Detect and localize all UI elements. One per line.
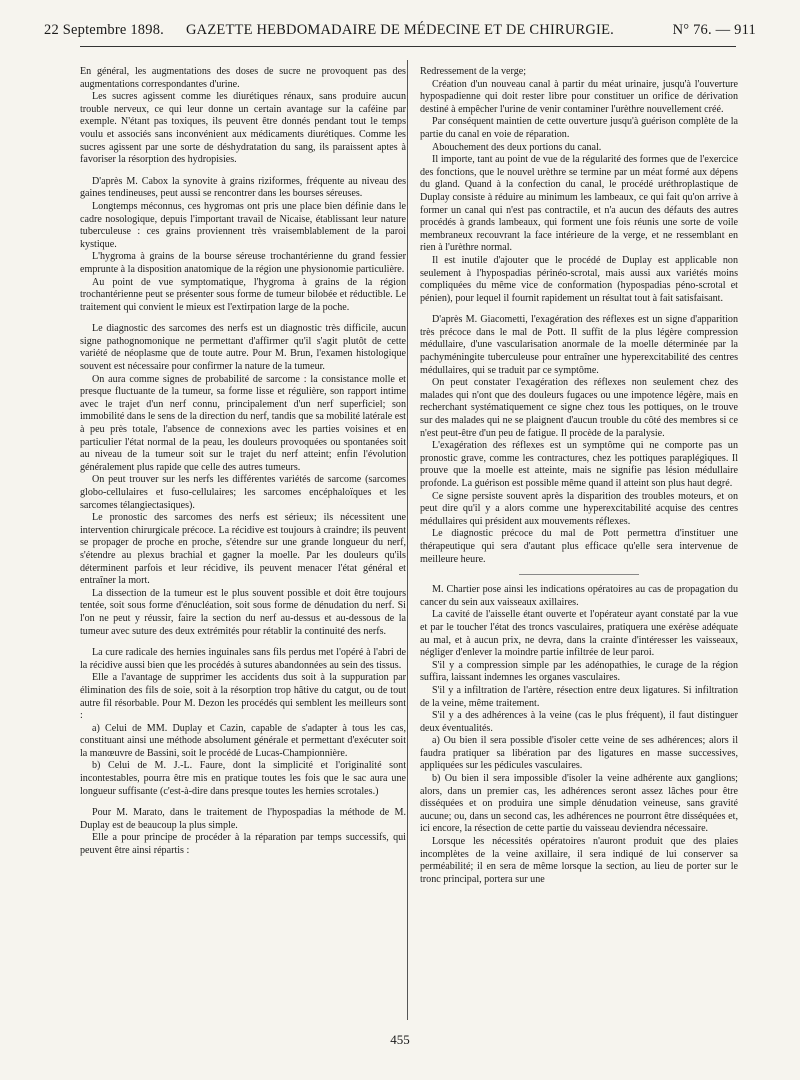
paragraph: a) Ou bien il sera possible d'isoler cette veine de ses adhérences; alors il faudra pratiquer sa libération par des ligatures en masse successives, appliquées sur les pédicules vasculaires.	[420, 735, 738, 772]
paragraph: b) Ou bien il sera impossible d'isoler la veine adhérente aux ganglions; alors, dans un premier cas, les adhérences seront assez lâches pour être disséquées et on produira une simple dénudation veineuse, sans gravité aucune; ou, dans un second cas, les adhérences ne pourront être disséquées et, ici encore, la résection de cette partie du vaisseau deviendra nécessaire.	[420, 773, 738, 835]
left-column	[80, 66, 406, 858]
paragraph: La dissection de la tumeur est le plus souvent possible et doit être toujours tentée, soit sous forme d'énucléation, soit sous forme de dénudation du nerf. Si l'on ne peut y réussir, faire la section du nerf au-dessus et au-dessous de la tumeur avec suture des deux extrémités pour rétablir la continuité des nerfs.	[80, 587, 406, 637]
paragraph: S'il y a des adhérences à la veine (cas le plus fréquent), il faut distinguer deux éventualités.	[420, 710, 738, 734]
paragraph: Elle a pour principe de procéder à la réparation par temps successifs, qui peuvent être ainsi répartis :	[80, 832, 406, 857]
paragraph: L'hygroma à grains de la bourse séreuse trochantérienne du grand fessier emprunte à la disposition anatomique de la région une physionomie particulière.	[80, 251, 406, 275]
paragraph: Au point de vue symptomatique, l'hygroma à grains de la région trochantérienne peut se présenter sous forme de tumeur bilobée et réductible. Le traitement qui convient le mieux est l'extirpation large de la poche.	[80, 276, 406, 313]
paragraph: On peut constater l'exagération des réflexes non seulement chez des malades qui n'ont que des douleurs fugaces ou une impotence légère, mais en recherchant systématiquement ce signe chez tous les pottiques, on le trouve sur des malades qui ne se plaignent d'aucun trouble du côté des membres si ce n'est peut-être d'un peu de fatigue. Il procède de la paralysie.	[420, 377, 738, 439]
section-separator	[519, 574, 639, 575]
paragraph: Ce signe persiste souvent après la disparition des troubles moteurs, et on peut dire qu'il y a alors comme une hyperexcitabilité acquise des centres médullaires qui président aux mouvements réflexes.	[420, 490, 738, 527]
paragraph: Pour M. Marato, dans le traitement de l'hypospadias la méthode de M. Duplay est de beaucoup la plus simple.	[80, 807, 406, 831]
right-column	[420, 66, 738, 886]
paragraph: Il est inutile d'ajouter que le procédé de Duplay est applicable non seulement à l'hypospadias périnéo-scrotal, mais aussi aux variétés moins compliquées du même vice de conformation (hypospadias péno-scrotal et pénien), pour lequel il fournit rapidement un résultat tout à fait satisfaisant.	[420, 254, 738, 304]
paragraph: S'il y a infiltration de l'artère, résection entre deux ligatures. Si infiltration de la veine, même traitement.	[420, 684, 738, 709]
header-rule	[80, 46, 736, 47]
paragraph: D'après M. Cabox la synovite à grains riziformes, fréquente au niveau des gaines tendineuses, peut aussi se rencontrer dans les bourses séreuses.	[80, 175, 406, 200]
paragraph: Elle a l'avantage de supprimer les accidents dus soit à la suppuration par élimination des fils de soie, soit à la résorption trop hâtive du catgut, ou de tout autre fil résorbable. Pour M. Dezon les procédés qui semblent les meilleurs sont :	[80, 672, 406, 722]
running-header	[44, 18, 756, 44]
paragraph: Longtemps méconnus, ces hygromas ont pris une place bien définie dans le cadre nosologique, depuis l'important travail de Nicaise, établissant leur nature tuberculeuse : ces grains proviennent très vraisemblablement de la paroi kystique.	[80, 200, 406, 250]
paragraph: Il importe, tant au point de vue de la régularité des formes que de l'exercice des fonctions, que le nouvel urèthre se termine par un méat formé aux dépens du gland. Quand à la confection du canal, le procédé uréthroplastique de Duplay consiste à réduire au minimum les lambeaux, ce qui fait qu'on arrive à former un canal qui n'est pas contractile, et n'a aucun des défauts des autres procédés à grands lambeaux, qui forment une fois réunis une sorte de voile membraneux recouvrant la face intérieure de la verge, et ne ressemblant en rien à l'urèthre normal.	[420, 154, 738, 254]
paragraph: a) Celui de MM. Duplay et Cazin, capable de s'adapter à tous les cas, constituant ainsi une méthode absolument générale et permettant d'exécuter soit la manœuvre de Bassini, soit le procédé de Lucas-Championnière.	[80, 722, 406, 759]
paragraph: S'il y a compression simple par les adénopathies, le curage de la région suffira, laissant indemnes les organes vasculaires.	[420, 659, 738, 684]
paragraph: La cure radicale des hernies inguinales sans fils perdus met l'opéré à l'abri de la récidive aussi bien que les procédés à sutures abandonnées au sein des tissus.	[80, 647, 406, 671]
paragraph: La cavité de l'aisselle étant ouverte et l'opérateur ayant constaté par la vue et par le toucher l'état des troncs vasculaires, pratiquera une exérèse adéquate au mal, et à aucun prix, ne devra, dans la crainte d'intéresser les vaisseaux, négliger d'enlever la moindre partie infiltrée de leur paroi.	[420, 609, 738, 659]
journal-title: GAZETTE HEBDOMADAIRE DE MÉDECINE ET DE CHIRURGIE.	[186, 22, 614, 38]
header-folio: N° 76. — 911	[672, 22, 756, 38]
paragraph: On aura comme signes de probabilité de sarcome : la consistance molle et presque fluctuante de la tumeur, sa forme lisse et régulière, son rapport intime avec le trajet d'un nerf connu, principalement d'un nerf superficiel; son immobilité dans le sens de la direction du nerf, tandis que sa mobilité latérale est à peu près totale, l'absence de connexions avec les parties voisines et en particulier l'état normal de la peau, les douleurs provoquées ou spontanées soit au niveau de la tumeur soit sur le trajet du nerf atteint; enfin l'évolution généralement plus rapide que celle des autres tumeurs.	[80, 373, 406, 473]
paragraph: Création d'un nouveau canal à partir du méat urinaire, jusqu'à l'ouverture hypospadienne qui doit rester libre pour constituer un orifice de dérivation destiné à empêcher l'urine de venir contaminer l'urèthre nouvellement créé.	[420, 78, 738, 115]
paragraph: Le diagnostic des sarcomes des nerfs est un diagnostic très difficile, aucun signe pathognomonique ne permettant d'affirmer qu'il s'agit plutôt de cette variété de néoplasme que de toute autre. Pour M. Brun, l'examen histologique souvent est nécessaire pour confirmer la nature de la tumeur.	[80, 323, 406, 373]
paragraph: Lorsque les nécessités opératoires n'auront produit que des plaies incomplètes de la veine axillaire, il sera indiqué de lui conserver sa perméabilité; il en sera de même lorsque la section, au lieu de porter sur le tronc principal, portera sur une	[420, 836, 738, 885]
paragraph: M. Chartier pose ainsi les indications opératoires au cas de propagation du cancer du sein aux vaisseaux axillaires.	[420, 584, 738, 608]
paragraph: Abouchement des deux portions du canal.	[432, 141, 602, 153]
page-number: 455	[390, 1032, 410, 1047]
paragraph: Le pronostic des sarcomes des nerfs est sérieux; ils nécessitent une intervention chirurgicale précoce. La récidive est toujours à craindre; ils peuvent se propager de proche en proche, s'étendre sur une grande longueur du nerf, s'étendre au plexus brachial et gagner la moelle. Par les douleurs qu'ils déterminent parfois et leur récidive, ils peuvent menacer l'état général et entraîner la mort.	[80, 512, 406, 587]
paragraph: On peut trouver sur les nerfs les différentes variétés de sarcome (sarcomes globo-cellulaires et fuso-cellulaires; les sarcomes encéphaloïques et les sarcomes télangiectasiques).	[80, 474, 406, 511]
paragraph: En général, les augmentations des doses de sucre ne provoquent pas des augmentations correspondantes d'urine.	[80, 66, 406, 90]
paragraph: D'après M. Giacometti, l'exagération des réflexes est un signe d'apparition très précoce dans le mal de Pott. Il suffit de la plus légère compression médullaire, d'une vascularisation anormale de la moelle déterminée par la pachyméningite tuberculeuse pour entraîner une hyperexcitabilité des centres médullaires, qui se traduit par ce symptôme.	[420, 314, 738, 376]
paragraph: b) Celui de M. J.-L. Faure, dont la simplicité et l'originalité sont incontestables, pourra être mis en pratique toutes les fois que le sac aura une longueur suffisante (c'est-à-dire dans presque toutes les hernies scrotales.)	[80, 760, 406, 797]
paragraph: Par conséquent maintien de cette ouverture jusqu'à guérison complète de la partie du canal en voie de réparation.	[420, 116, 738, 140]
paragraph: L'exagération des réflexes est un symptôme qui ne comporte pas un pronostic grave, comme les contractures, chez les pottiques paraplégiques. Il prouve que la moelle est atteinte, mais ne signifie pas lésion médullaire profonde. La guérison est possible même quand il atteint son plus haut degré.	[420, 440, 738, 489]
paragraph: Les sucres agissent comme les diurétiques rénaux, sans produire aucun trouble nerveux, ce qui leur donne un certain avantage sur la caféine par exemple. N'étant pas toxiques, ils peuvent être donnés pendant tout le temps voulu et associés sans inconvénient aux médicaments diurétiques. Comme les sucres agissent par une sorte de déshydratation du sang, ils paraissent aptes à favoriser la résorption des hydropisies.	[80, 91, 406, 166]
paragraph: Le diagnostic précoce du mal de Pott permettra d'instituer une thérapeutique qui sera d'autant plus efficace qu'elle sera intervenue de meilleure heure.	[420, 528, 738, 565]
paragraph: Redressement de la verge;	[420, 66, 527, 77]
column-divider	[407, 60, 408, 1020]
header-date: 22 Septembre 1898.	[44, 22, 164, 38]
